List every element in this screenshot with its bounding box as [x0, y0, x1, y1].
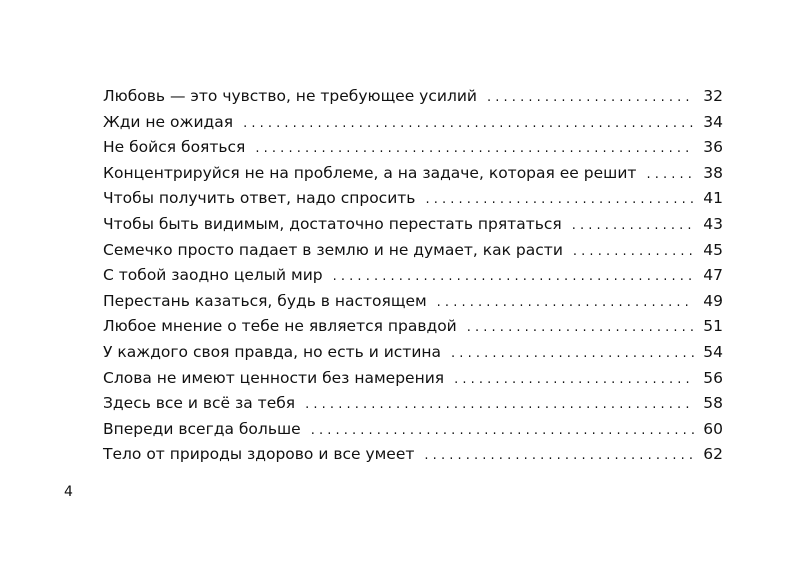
toc-entry-page: 41	[703, 189, 723, 208]
toc-entry-page: 36	[703, 138, 723, 157]
toc-dot-leader	[454, 367, 694, 393]
toc-entry-title: Тело от природы здорово и все умеет	[103, 445, 415, 464]
toc-entry-title: Концентрируйся не на проблеме, а на задаче, которая ее решит	[103, 163, 637, 182]
toc-entry	[103, 366, 723, 392]
toc-dot-leader	[311, 418, 694, 444]
toc-dot-leader	[424, 443, 694, 469]
toc-entry-title: Слова не имеют ценности без намерения	[103, 368, 445, 387]
toc-entry	[103, 238, 723, 264]
toc-entry-page: 54	[703, 342, 723, 361]
toc-entry	[103, 135, 723, 161]
toc-entry-title: У каждого своя правда, но есть и истина	[103, 342, 442, 361]
toc-entry	[103, 161, 723, 187]
toc-entry	[103, 110, 723, 136]
toc-entry-title: Семечко просто падает в землю и не думает, как расти	[103, 240, 563, 259]
toc-entry-title: Впереди всегда больше	[103, 419, 301, 438]
toc-entry-page: 45	[703, 240, 723, 259]
toc-dot-leader	[467, 315, 694, 341]
toc-entry-title: Любое мнение о тебе не является правдой	[103, 317, 457, 336]
toc-entry	[103, 84, 723, 110]
toc-entry-page: 49	[703, 291, 723, 310]
toc-entry-title: Любовь — это чувство, не требующее усилий	[103, 87, 478, 105]
toc-entry	[103, 289, 723, 315]
toc-entry-title: С тобой заодно целый мир	[103, 266, 323, 285]
toc-entry	[103, 391, 723, 417]
toc-dot-leader	[305, 392, 694, 418]
toc-entry-title: Здесь все и всё за тебя	[103, 394, 296, 413]
toc-entry-page: 51	[703, 317, 723, 336]
toc-entry-page: 32	[703, 87, 723, 105]
toc-entry-page: 34	[703, 112, 723, 131]
toc-entry-page: 58	[703, 394, 723, 413]
toc-entry-page: 38	[703, 163, 723, 182]
toc-entry	[103, 212, 723, 238]
toc-entry-page: 60	[703, 419, 723, 438]
toc-entry-page: 62	[703, 445, 723, 464]
toc-entry-page: 47	[703, 266, 723, 285]
toc-dot-leader	[243, 111, 694, 137]
toc-dot-leader	[425, 187, 694, 213]
toc-entry	[103, 417, 723, 443]
toc-dot-leader	[572, 213, 694, 239]
page-number: 4	[64, 484, 73, 500]
toc-dot-leader	[437, 290, 694, 316]
table-of-contents	[103, 84, 723, 468]
toc-entry-page: 56	[703, 368, 723, 387]
toc-entry	[103, 186, 723, 212]
toc-entry-page: 43	[703, 214, 723, 233]
toc-entry	[103, 314, 723, 340]
toc-dot-leader	[573, 239, 694, 265]
toc-entry	[103, 442, 723, 468]
toc-dot-leader	[255, 136, 694, 162]
toc-entry-title: Жди не ожидая	[103, 112, 234, 131]
toc-entry-title: Чтобы получить ответ, надо спросить	[103, 189, 416, 208]
toc-entry	[103, 263, 723, 289]
toc-dot-leader	[451, 341, 694, 367]
toc-dot-leader	[646, 162, 694, 188]
toc-entry-title: Перестань казаться, будь в настоящем	[103, 291, 427, 310]
toc-entry-title: Не бойся бояться	[103, 138, 246, 157]
toc-entry	[103, 340, 723, 366]
toc-dot-leader	[333, 264, 694, 290]
toc-entry-title: Чтобы быть видимым, достаточно перестать прятаться	[103, 214, 562, 233]
toc-dot-leader	[487, 85, 694, 111]
